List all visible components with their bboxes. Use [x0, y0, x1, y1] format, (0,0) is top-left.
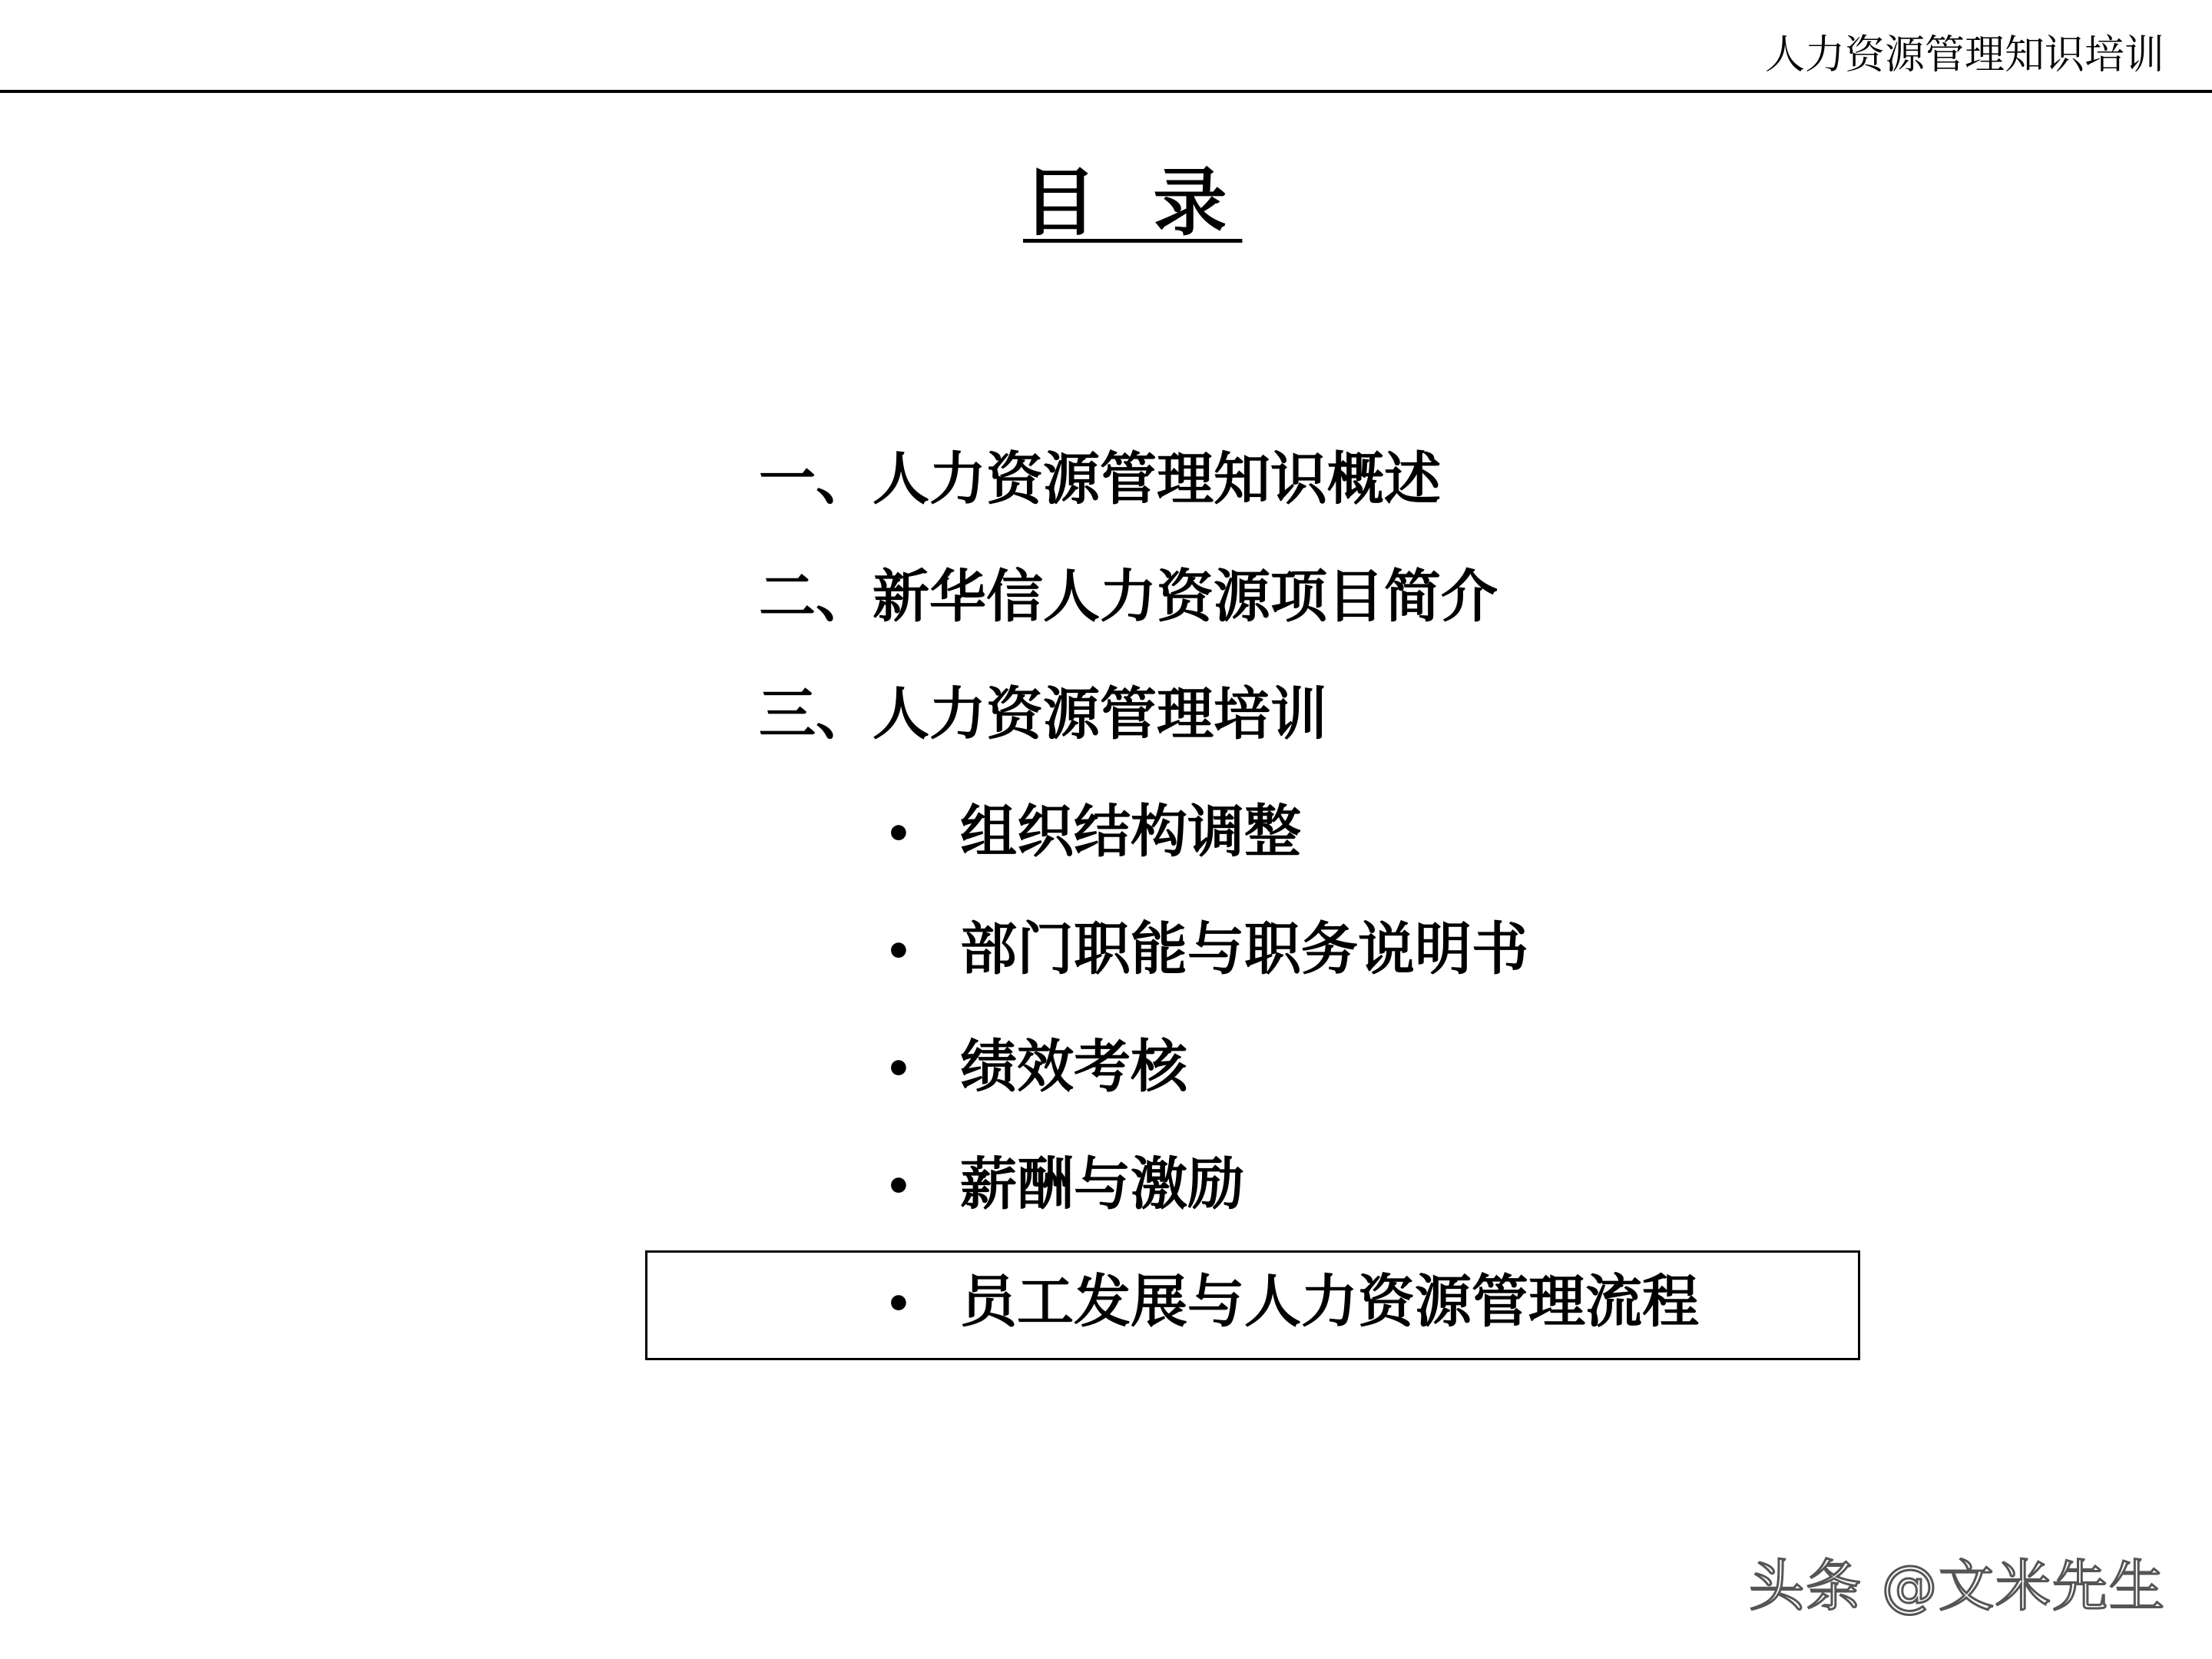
toc-sub-item-label: 部门职能与职务说明书 — [960, 916, 1528, 982]
toc-sub-item-highlighted — [885, 1265, 1699, 1342]
header-divider — [0, 90, 2212, 93]
bullet-icon: • — [885, 1162, 912, 1213]
toc-section-3: 三、人力资源管理培训 — [759, 681, 1327, 747]
toc-sub-item-label: 员工发展与人力资源管理流程 — [960, 1269, 1699, 1335]
toc-sub-item — [885, 795, 1301, 872]
toc-sub-item-label: 组织结构调整 — [960, 799, 1301, 865]
toc-sub-item — [885, 1147, 1244, 1224]
watermark: 头条 @文米先生 — [1749, 1554, 2166, 1618]
toc-title: 目 录 — [1023, 160, 1243, 246]
toc-section-1: 一、人力资源管理知识概述 — [759, 446, 1441, 512]
bullet-icon: • — [885, 927, 912, 978]
toc-section-2: 二、新华信人力资源项目简介 — [759, 564, 1498, 630]
toc-sub-item-label: 薪酬与激励 — [960, 1151, 1244, 1217]
toc-sub-item — [885, 912, 1528, 989]
bullet-icon: • — [885, 1045, 912, 1095]
header-title: 人力资源管理知识培训 — [1764, 32, 2164, 78]
toc-sub-item — [885, 1030, 1187, 1107]
toc-sub-item-label: 绩效考核 — [960, 1034, 1187, 1100]
bullet-icon: • — [885, 1280, 912, 1330]
bullet-icon: • — [885, 810, 912, 860]
